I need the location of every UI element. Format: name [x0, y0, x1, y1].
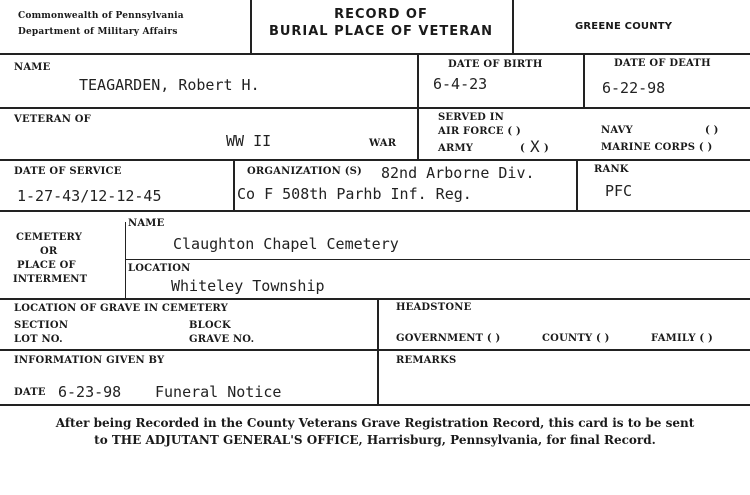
organization-label: ORGANIZATION (S)	[247, 166, 362, 177]
name-label: NAME	[14, 62, 51, 73]
information-date-label: DATE	[14, 387, 46, 398]
rule-veteran-row	[0, 159, 750, 161]
information-date: 6-23-98	[58, 383, 122, 401]
rule-name-row	[0, 107, 750, 109]
county-name: GREENE COUNTY	[575, 21, 673, 32]
rule-cemetery-inner	[125, 259, 750, 260]
rule-cemetery-row	[0, 298, 750, 300]
veteran-name: TEAGARDEN, Robert H.	[79, 76, 260, 94]
navy-paren: ( )	[705, 125, 719, 136]
cemetery-location-label: LOCATION	[128, 263, 191, 274]
rule-header	[0, 53, 750, 55]
form-title-line-2: BURIAL PLACE OF VETERAN	[268, 24, 494, 39]
rule-name-split	[417, 53, 419, 107]
service-label: DATE OF SERVICE	[14, 166, 122, 177]
rule-birth-split	[583, 53, 585, 107]
headstone-county: COUNTY ( )	[542, 333, 610, 344]
rule-service-row	[0, 210, 750, 212]
rule-cemetery-side	[125, 222, 126, 298]
headstone-government: GOVERNMENT ( )	[396, 333, 501, 344]
death-label: DATE OF DEATH	[614, 58, 711, 69]
army-label: ARMY	[438, 143, 474, 154]
army-paren-open: (	[520, 143, 525, 154]
cemetery-side-label-3: PLACE OF	[17, 260, 76, 271]
death-date: 6-22-98	[602, 79, 666, 97]
cemetery-side-label-4: INTERMENT	[13, 274, 88, 285]
grave-location-title: LOCATION OF GRAVE IN CEMETERY	[14, 303, 228, 314]
lot-number-label: LOT NO.	[14, 334, 63, 345]
army-check-mark: X	[530, 137, 540, 156]
rule-grave-split	[377, 298, 379, 404]
veteran-of-value: WW II	[226, 132, 272, 150]
form-title-line-1: RECORD OF	[334, 7, 428, 22]
grave-number-label: GRAVE NO.	[189, 334, 255, 345]
rule-header-right	[512, 0, 514, 53]
headstone-label: HEADSTONE	[396, 302, 472, 313]
cemetery-name: Claughton Chapel Cemetery	[173, 235, 399, 253]
headstone-family: FAMILY ( )	[651, 333, 713, 344]
cemetery-location: Whiteley Township	[171, 277, 325, 295]
footer-instruction-2: to THE ADJUTANT GENERAL'S OFFICE, Harrisburg, Pennsylvania, for final Record.	[94, 433, 656, 447]
served-in-label: SERVED IN	[438, 112, 504, 123]
rule-grave-row	[0, 349, 750, 351]
rank-label: RANK	[594, 164, 629, 175]
cemetery-side-label-2: OR	[40, 246, 58, 257]
navy-label: NAVY	[601, 125, 633, 136]
footer-instruction-1: After being Recorded in the County Veterans Grave Registration Record, this card is to be sent	[55, 416, 695, 430]
air-force-option: AIR FORCE ( )	[438, 126, 521, 137]
section-label: SECTION	[14, 320, 69, 331]
block-label: BLOCK	[189, 320, 231, 331]
agency-line-2: Department of Military Affairs	[18, 27, 178, 37]
army-paren-close: )	[544, 143, 549, 154]
birth-label: DATE OF BIRTH	[448, 59, 543, 70]
rule-rank-split	[576, 159, 578, 210]
cemetery-side-label-1: CEMETERY	[16, 232, 83, 243]
remarks-label: REMARKS	[396, 355, 457, 366]
veteran-of-label: VETERAN OF	[14, 114, 91, 125]
rank-value: PFC	[605, 182, 633, 200]
service-dates: 1-27-43/12-12-45	[17, 187, 162, 205]
war-label: WAR	[369, 138, 397, 149]
cemetery-name-label: NAME	[128, 218, 165, 229]
information-given-label: INFORMATION GIVEN BY	[14, 355, 165, 366]
agency-line-1: Commonwealth of Pennsylvania	[18, 11, 184, 21]
organization-line-1: 82nd Arborne Div.	[381, 164, 535, 182]
rule-veteran-split	[417, 107, 419, 159]
information-source: Funeral Notice	[155, 383, 282, 401]
rule-service-split	[233, 159, 235, 210]
marine-corps-option: MARINE CORPS ( )	[601, 142, 713, 153]
organization-line-2: Co F 508th Parhb Inf. Reg.	[237, 185, 472, 203]
birth-date: 6-4-23	[433, 75, 488, 93]
rule-info-row	[0, 404, 750, 406]
